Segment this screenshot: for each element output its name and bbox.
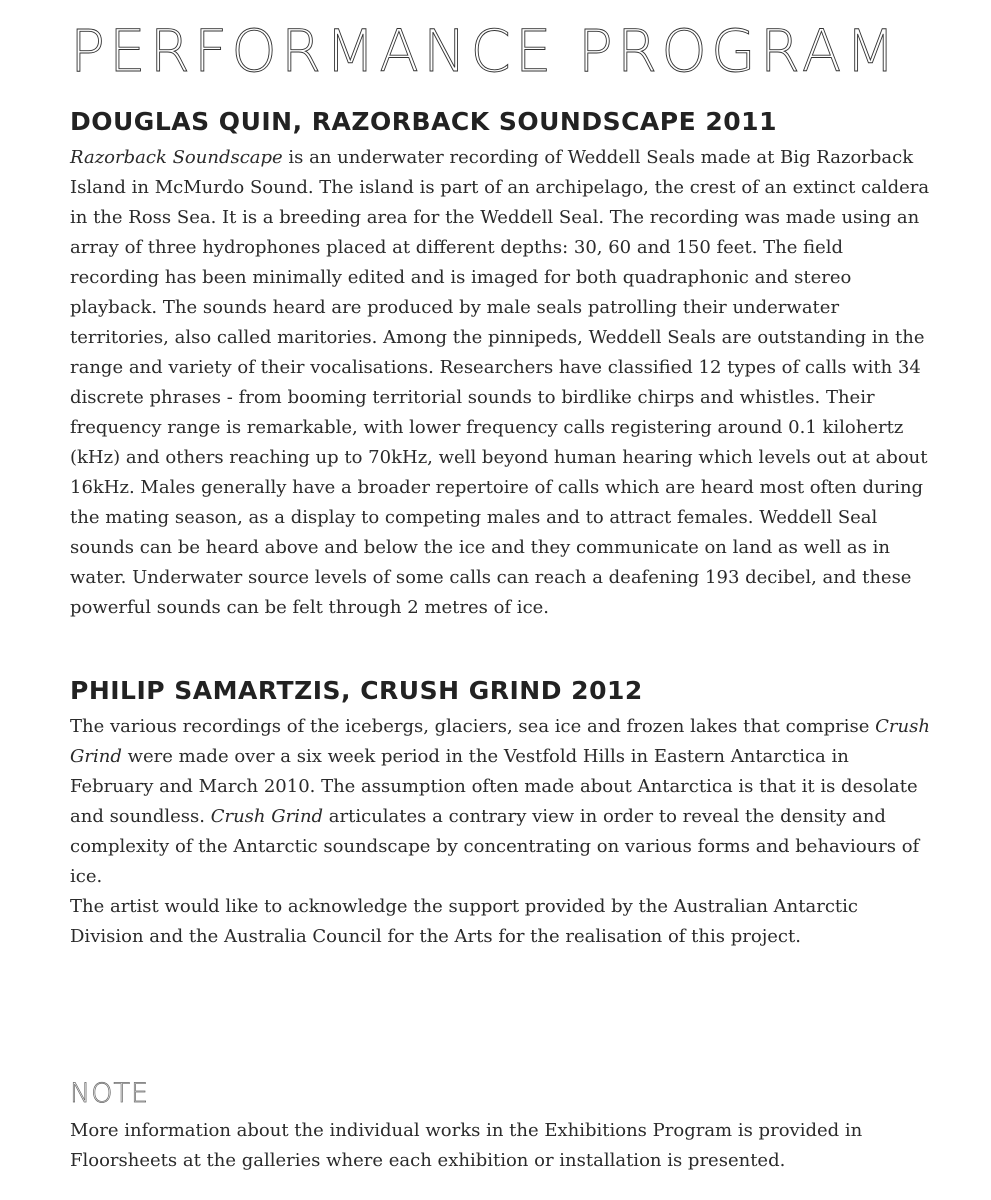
work-title-italic: Razorback Soundscape: [70, 147, 283, 168]
section-heading: PHILIP SAMARTZIS, CRUSH GRIND 2012: [70, 676, 643, 705]
section-douglas-quin: [70, 107, 935, 623]
work-title-italic: Crush Grind: [210, 806, 324, 827]
text-run: were made over a six week period in the Vestfold Hills in Eastern Antarctica in February and March 2010. The assumption often made about Antarctica is that it is desolate and soundless.: [70, 746, 918, 827]
body-paragraph: [70, 712, 935, 892]
note-title: NOTE: [70, 1078, 150, 1109]
section-body: [70, 143, 935, 623]
work-title-italic: Crush Grind: [70, 716, 930, 767]
text-run: The various recordings of the icebergs, glaciers, sea ice and frozen lakes that comprise: [70, 716, 876, 737]
section-body: [70, 712, 935, 952]
section-philip-samartzis: [70, 676, 935, 952]
note-text: More information about the individual works in the Exhibitions Program is provided in Floorsheets at the galleries where each exhibition or installation is presented.: [70, 1120, 863, 1172]
text-run: The artist would like to acknowledge the support provided by the Australian Antarctic Division and the Australia Council for the Arts for the realisation of this project.: [70, 896, 858, 947]
section-heading: DOUGLAS QUIN, RAZORBACK SOUNDSCAPE 2011: [70, 107, 777, 136]
text-run: articulates a contrary view in order to reveal the density and complexity of the Antarctic soundscape by concentrating on various forms and behaviours of ice.: [70, 806, 920, 887]
body-paragraph: [70, 892, 935, 952]
text-run: is an underwater recording of Weddell Seals made at Big Razorback Island in McMurdo Sound. The island is part of an archipelago, the crest of an extinct caldera in the Ross Sea. It is a breeding area for the Weddell Seal. The recording was made using an array of three hydrophones placed at different depths: 30, 60 and 150 feet. The field recording has been minimally edited and is imaged for both quadraphonic and stereo playback. The sounds heard are produced by male seals patrolling their underwater territories, also called maritories. Among the pinnipeds, Weddell Seals are outstanding in the range and variety of their vocalisations. Researchers have classified 12 types of calls with 34 discrete phrases - from booming territorial sounds to birdlike chirps and whistles. Their frequency range is remarkable, with lower frequency calls registering around 0.1 kilohertz (kHz) and others reaching up to 70kHz, well beyond human hearing which levels out at about 16kHz. Males generally have a broader repertoire of calls which are heard most often during the mating season, as a display to competing males and to attract females. Weddell Seal sounds can be heard above and below the ice and they communicate on land as well as in water. Underwater source levels of some calls can reach a deafening 193 decibel, and these powerful sounds can be felt through 2 metres of ice.: [70, 147, 930, 618]
page-title: PERFORMANCE PROGRAM: [70, 17, 900, 85]
note-section: [70, 1078, 935, 1176]
body-paragraph: [70, 143, 935, 623]
